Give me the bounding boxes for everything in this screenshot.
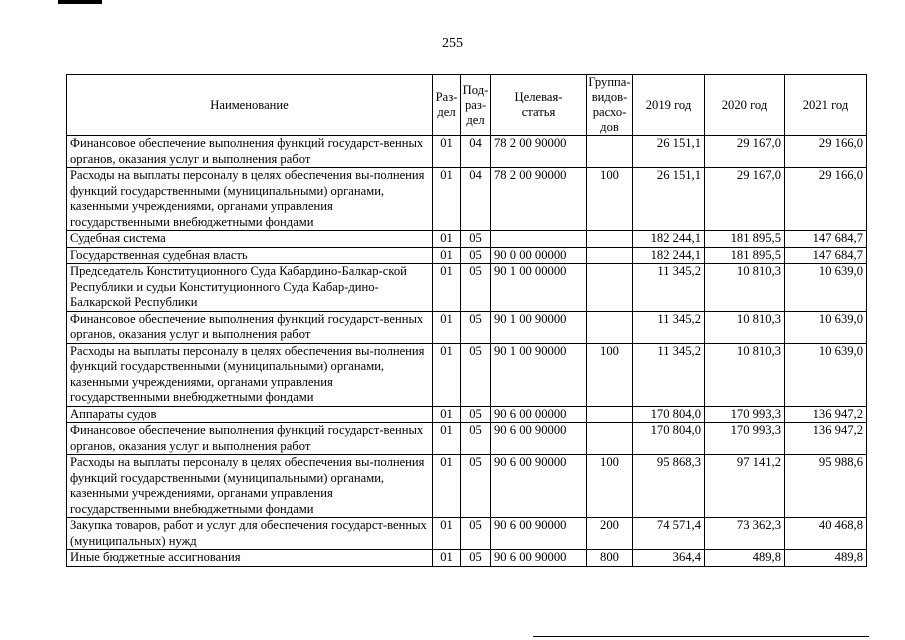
row-expense-group xyxy=(587,136,633,168)
row-value-2021: 489,8 xyxy=(785,550,867,567)
header-name: Наименование xyxy=(67,75,433,136)
row-name: Финансовое обеспечение выполнения функций государст-венных органов, оказания услуг и выполнения работ xyxy=(67,423,433,455)
row-razdel: 01 xyxy=(433,455,461,518)
row-target-code: 90 6 00 90000 xyxy=(491,518,587,550)
row-target-code: 78 2 00 90000 xyxy=(491,136,587,168)
row-expense-group xyxy=(587,423,633,455)
table-row xyxy=(67,168,867,231)
corner-scan-mark xyxy=(58,0,102,4)
row-expense-group: 100 xyxy=(587,455,633,518)
row-value-2020: 97 141,2 xyxy=(705,455,785,518)
table-row xyxy=(67,136,867,168)
row-target-code: 90 6 00 00000 xyxy=(491,406,587,423)
row-podrazdel: 04 xyxy=(461,136,491,168)
table-row xyxy=(67,455,867,518)
table-row xyxy=(67,406,867,423)
row-razdel: 01 xyxy=(433,168,461,231)
row-target-code: 90 6 00 90000 xyxy=(491,423,587,455)
row-razdel: 01 xyxy=(433,423,461,455)
row-value-2019: 95 868,3 xyxy=(633,455,705,518)
row-expense-group xyxy=(587,247,633,264)
row-name: Финансовое обеспечение выполнения функций государст-венных органов, оказания услуг и выполнения работ xyxy=(67,311,433,343)
row-value-2021: 136 947,2 xyxy=(785,406,867,423)
row-podrazdel: 05 xyxy=(461,423,491,455)
row-value-2019: 170 804,0 xyxy=(633,406,705,423)
row-value-2019: 182 244,1 xyxy=(633,247,705,264)
header-podrazdel: Под- раз- дел xyxy=(461,75,491,136)
table-row xyxy=(67,247,867,264)
row-value-2020: 181 895,5 xyxy=(705,247,785,264)
row-value-2020: 489,8 xyxy=(705,550,785,567)
table-row xyxy=(67,343,867,406)
row-razdel: 01 xyxy=(433,550,461,567)
row-razdel: 01 xyxy=(433,264,461,312)
row-value-2021: 95 988,6 xyxy=(785,455,867,518)
row-value-2021: 29 166,0 xyxy=(785,168,867,231)
row-name: Судебная система xyxy=(67,231,433,248)
row-value-2021: 136 947,2 xyxy=(785,423,867,455)
table-row xyxy=(67,423,867,455)
table-row xyxy=(67,311,867,343)
row-value-2021: 29 166,0 xyxy=(785,136,867,168)
row-name: Закупка товаров, работ и услуг для обеспечения государст-венных (муниципальных) нужд xyxy=(67,518,433,550)
row-razdel: 01 xyxy=(433,518,461,550)
row-name: Расходы на выплаты персоналу в целях обеспечения вы-полнения функций государственными (муниципальными) органами, казенными учреждениями, органами управления государственными внебюджетными фондами xyxy=(67,168,433,231)
row-value-2019: 26 151,1 xyxy=(633,136,705,168)
row-value-2020: 10 810,3 xyxy=(705,264,785,312)
table-body xyxy=(67,136,867,567)
header-2020: 2020 год xyxy=(705,75,785,136)
row-value-2019: 11 345,2 xyxy=(633,311,705,343)
row-target-code: 90 0 00 00000 xyxy=(491,247,587,264)
row-name: Расходы на выплаты персоналу в целях обеспечения вы-полнения функций государственными (муниципальными) органами, казенными учреждениями, органами управления государственными внебюджетными фондами xyxy=(67,455,433,518)
row-name: Аппараты судов xyxy=(67,406,433,423)
header-group: Группа- видов- расхо- дов xyxy=(588,75,631,134)
row-podrazdel: 05 xyxy=(461,247,491,264)
row-value-2020: 29 167,0 xyxy=(705,136,785,168)
row-expense-group: 100 xyxy=(587,343,633,406)
row-value-2021: 10 639,0 xyxy=(785,311,867,343)
row-podrazdel: 05 xyxy=(461,455,491,518)
row-target-code: 90 6 00 90000 xyxy=(491,550,587,567)
row-value-2019: 74 571,4 xyxy=(633,518,705,550)
row-value-2020: 29 167,0 xyxy=(705,168,785,231)
row-podrazdel: 05 xyxy=(461,518,491,550)
row-value-2020: 170 993,3 xyxy=(705,406,785,423)
table-row xyxy=(67,550,867,567)
row-razdel: 01 xyxy=(433,136,461,168)
row-razdel: 01 xyxy=(433,343,461,406)
row-podrazdel: 05 xyxy=(461,231,491,248)
table-row xyxy=(67,231,867,248)
row-razdel: 01 xyxy=(433,311,461,343)
header-razdel: Раз- дел xyxy=(433,75,461,136)
row-razdel: 01 xyxy=(433,247,461,264)
row-expense-group: 100 xyxy=(587,168,633,231)
table-row xyxy=(67,518,867,550)
row-value-2020: 10 810,3 xyxy=(705,311,785,343)
row-value-2021: 40 468,8 xyxy=(785,518,867,550)
budget-table xyxy=(66,74,867,567)
row-expense-group: 800 xyxy=(587,550,633,567)
row-value-2019: 11 345,2 xyxy=(633,343,705,406)
row-value-2019: 11 345,2 xyxy=(633,264,705,312)
row-value-2020: 73 362,3 xyxy=(705,518,785,550)
row-razdel: 01 xyxy=(433,406,461,423)
row-value-2021: 10 639,0 xyxy=(785,264,867,312)
row-name: Иные бюджетные ассигнования xyxy=(67,550,433,567)
row-name: Финансовое обеспечение выполнения функций государст-венных органов, оказания услуг и выполнения работ xyxy=(67,136,433,168)
row-target-code: 78 2 00 90000 xyxy=(491,168,587,231)
row-name: Расходы на выплаты персоналу в целях обеспечения вы-полнения функций государственными (муниципальными) органами, казенными учреждениями, органами управления государственными внебюджетными фондами xyxy=(67,343,433,406)
row-expense-group xyxy=(587,406,633,423)
row-expense-group xyxy=(587,264,633,312)
row-target-code: 90 1 00 90000 xyxy=(491,311,587,343)
row-name: Государственная судебная власть xyxy=(67,247,433,264)
header-2019: 2019 год xyxy=(633,75,705,136)
row-target-code: 90 6 00 90000 xyxy=(491,455,587,518)
row-podrazdel: 05 xyxy=(461,311,491,343)
row-value-2019: 182 244,1 xyxy=(633,231,705,248)
row-target-code: 90 1 00 00000 xyxy=(491,264,587,312)
header-target: Целевая- статья xyxy=(491,75,587,136)
row-value-2020: 10 810,3 xyxy=(705,343,785,406)
row-name: Председатель Конституционного Суда Кабардино-Балкар-ской Республики и судьи Конституционного Суда Кабар-дино-Балкарской Республики xyxy=(67,264,433,312)
row-podrazdel: 05 xyxy=(461,406,491,423)
row-target-code xyxy=(491,231,587,248)
row-podrazdel: 05 xyxy=(461,550,491,567)
row-value-2020: 170 993,3 xyxy=(705,423,785,455)
row-target-code: 90 1 00 90000 xyxy=(491,343,587,406)
row-razdel: 01 xyxy=(433,231,461,248)
header-2021: 2021 год xyxy=(785,75,867,136)
row-value-2020: 181 895,5 xyxy=(705,231,785,248)
row-expense-group xyxy=(587,311,633,343)
row-expense-group: 200 xyxy=(587,518,633,550)
table-row xyxy=(67,264,867,312)
row-expense-group xyxy=(587,231,633,248)
table-header xyxy=(67,75,867,136)
row-value-2021: 147 684,7 xyxy=(785,247,867,264)
row-value-2019: 26 151,1 xyxy=(633,168,705,231)
row-podrazdel: 05 xyxy=(461,343,491,406)
row-value-2021: 10 639,0 xyxy=(785,343,867,406)
row-podrazdel: 04 xyxy=(461,168,491,231)
bottom-rule xyxy=(533,636,869,637)
row-value-2019: 364,4 xyxy=(633,550,705,567)
row-value-2021: 147 684,7 xyxy=(785,231,867,248)
row-podrazdel: 05 xyxy=(461,264,491,312)
row-value-2019: 170 804,0 xyxy=(633,423,705,455)
page-number: 255 xyxy=(442,36,463,51)
